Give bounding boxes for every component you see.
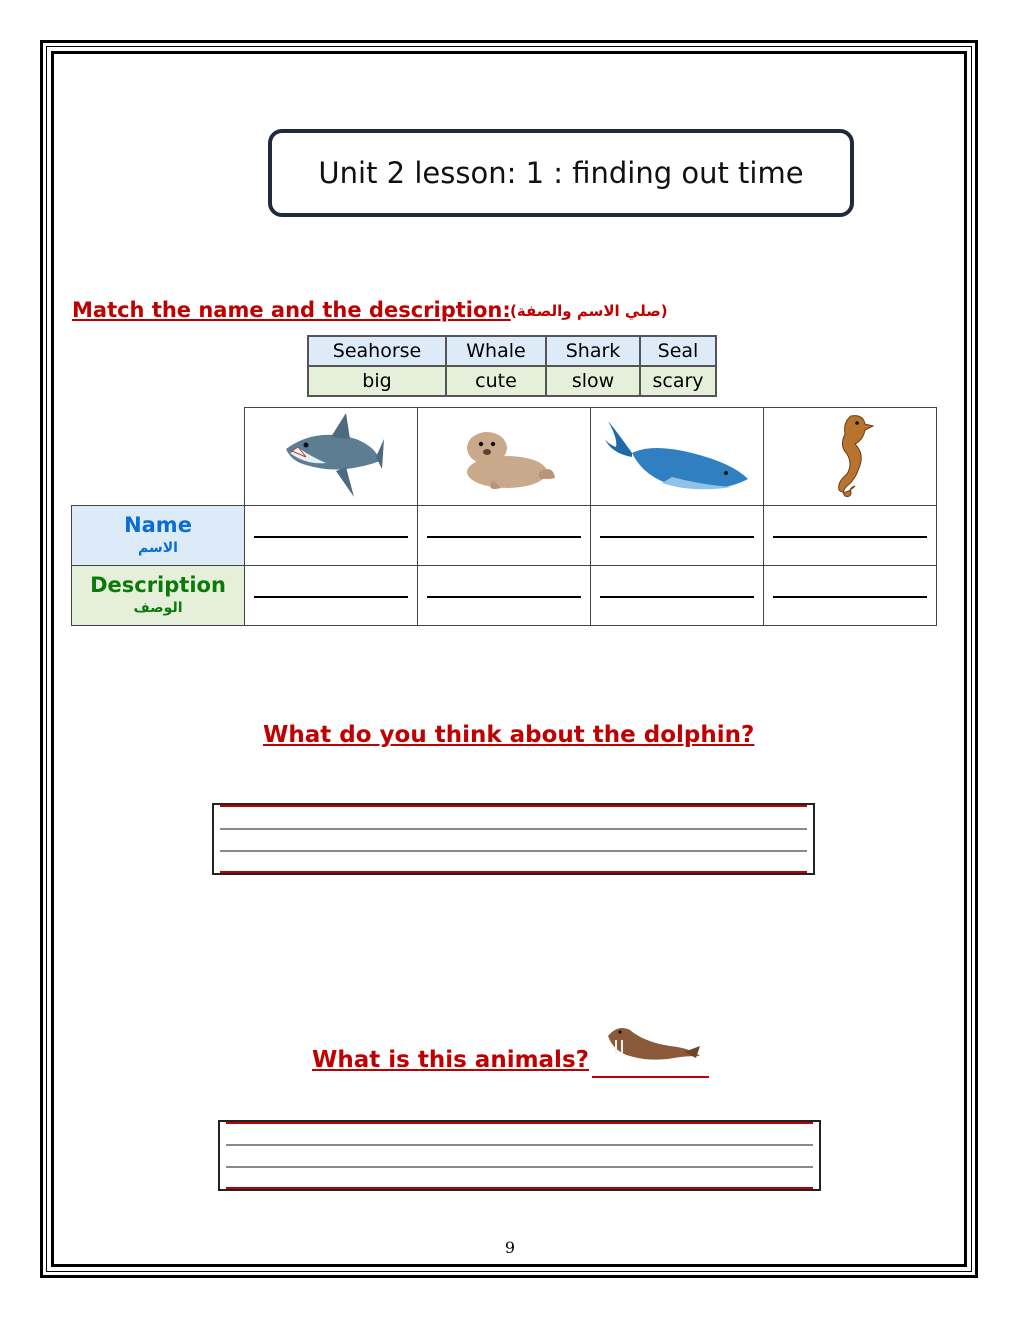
description-blank[interactable] <box>245 566 418 626</box>
page-border-inner <box>51 51 967 1267</box>
match-heading: Match the name and the description: <box>72 298 511 322</box>
seal-picture-cell <box>418 408 591 506</box>
lesson-title: Unit 2 lesson: 1 : finding out time <box>268 129 854 217</box>
description-blank[interactable] <box>764 566 937 626</box>
walrus-picture <box>600 1022 702 1064</box>
description-blank[interactable] <box>591 566 764 626</box>
name-label: Name <box>124 513 192 537</box>
page-number: 9 <box>504 1238 516 1257</box>
shark-picture <box>276 409 386 501</box>
matching-table <box>71 407 937 626</box>
word-bank-table <box>307 335 717 397</box>
word-bank-name: Shark <box>546 336 640 366</box>
dolphin-question: What do you think about the dolphin? <box>263 722 755 748</box>
dolphin-answer-lines[interactable] <box>212 803 815 875</box>
description-label-arabic: الوصف <box>133 600 183 616</box>
description-row-label <box>72 566 245 626</box>
seahorse-picture-cell <box>764 408 937 506</box>
word-bank-name: Seahorse <box>308 336 446 366</box>
word-bank-name: Seal <box>640 336 716 366</box>
walrus-question: What is this animals? <box>312 1047 589 1073</box>
name-blank[interactable] <box>245 506 418 566</box>
name-blank[interactable] <box>418 506 591 566</box>
whale-picture <box>602 413 752 497</box>
description-blank[interactable] <box>418 566 591 626</box>
name-blank[interactable] <box>591 506 764 566</box>
word-bank-name: Whale <box>446 336 546 366</box>
seal-picture <box>449 414 559 496</box>
name-row-label <box>72 506 245 566</box>
walrus-answer-lines[interactable] <box>218 1120 821 1191</box>
name-label-arabic: الاسم <box>138 540 178 556</box>
word-bank-description: cute <box>446 366 546 396</box>
word-bank-description: scary <box>640 366 716 396</box>
word-bank-description: slow <box>546 366 640 396</box>
word-bank-description: big <box>308 366 446 396</box>
name-blank[interactable] <box>764 506 937 566</box>
walrus-answer-underline[interactable] <box>592 1076 709 1078</box>
description-label: Description <box>90 573 226 597</box>
empty-corner-cell <box>72 408 245 506</box>
match-heading-arabic: (صلي الاسم والصفة) <box>510 302 668 320</box>
whale-picture-cell <box>591 408 764 506</box>
shark-picture-cell <box>245 408 418 506</box>
seahorse-picture <box>825 410 875 500</box>
